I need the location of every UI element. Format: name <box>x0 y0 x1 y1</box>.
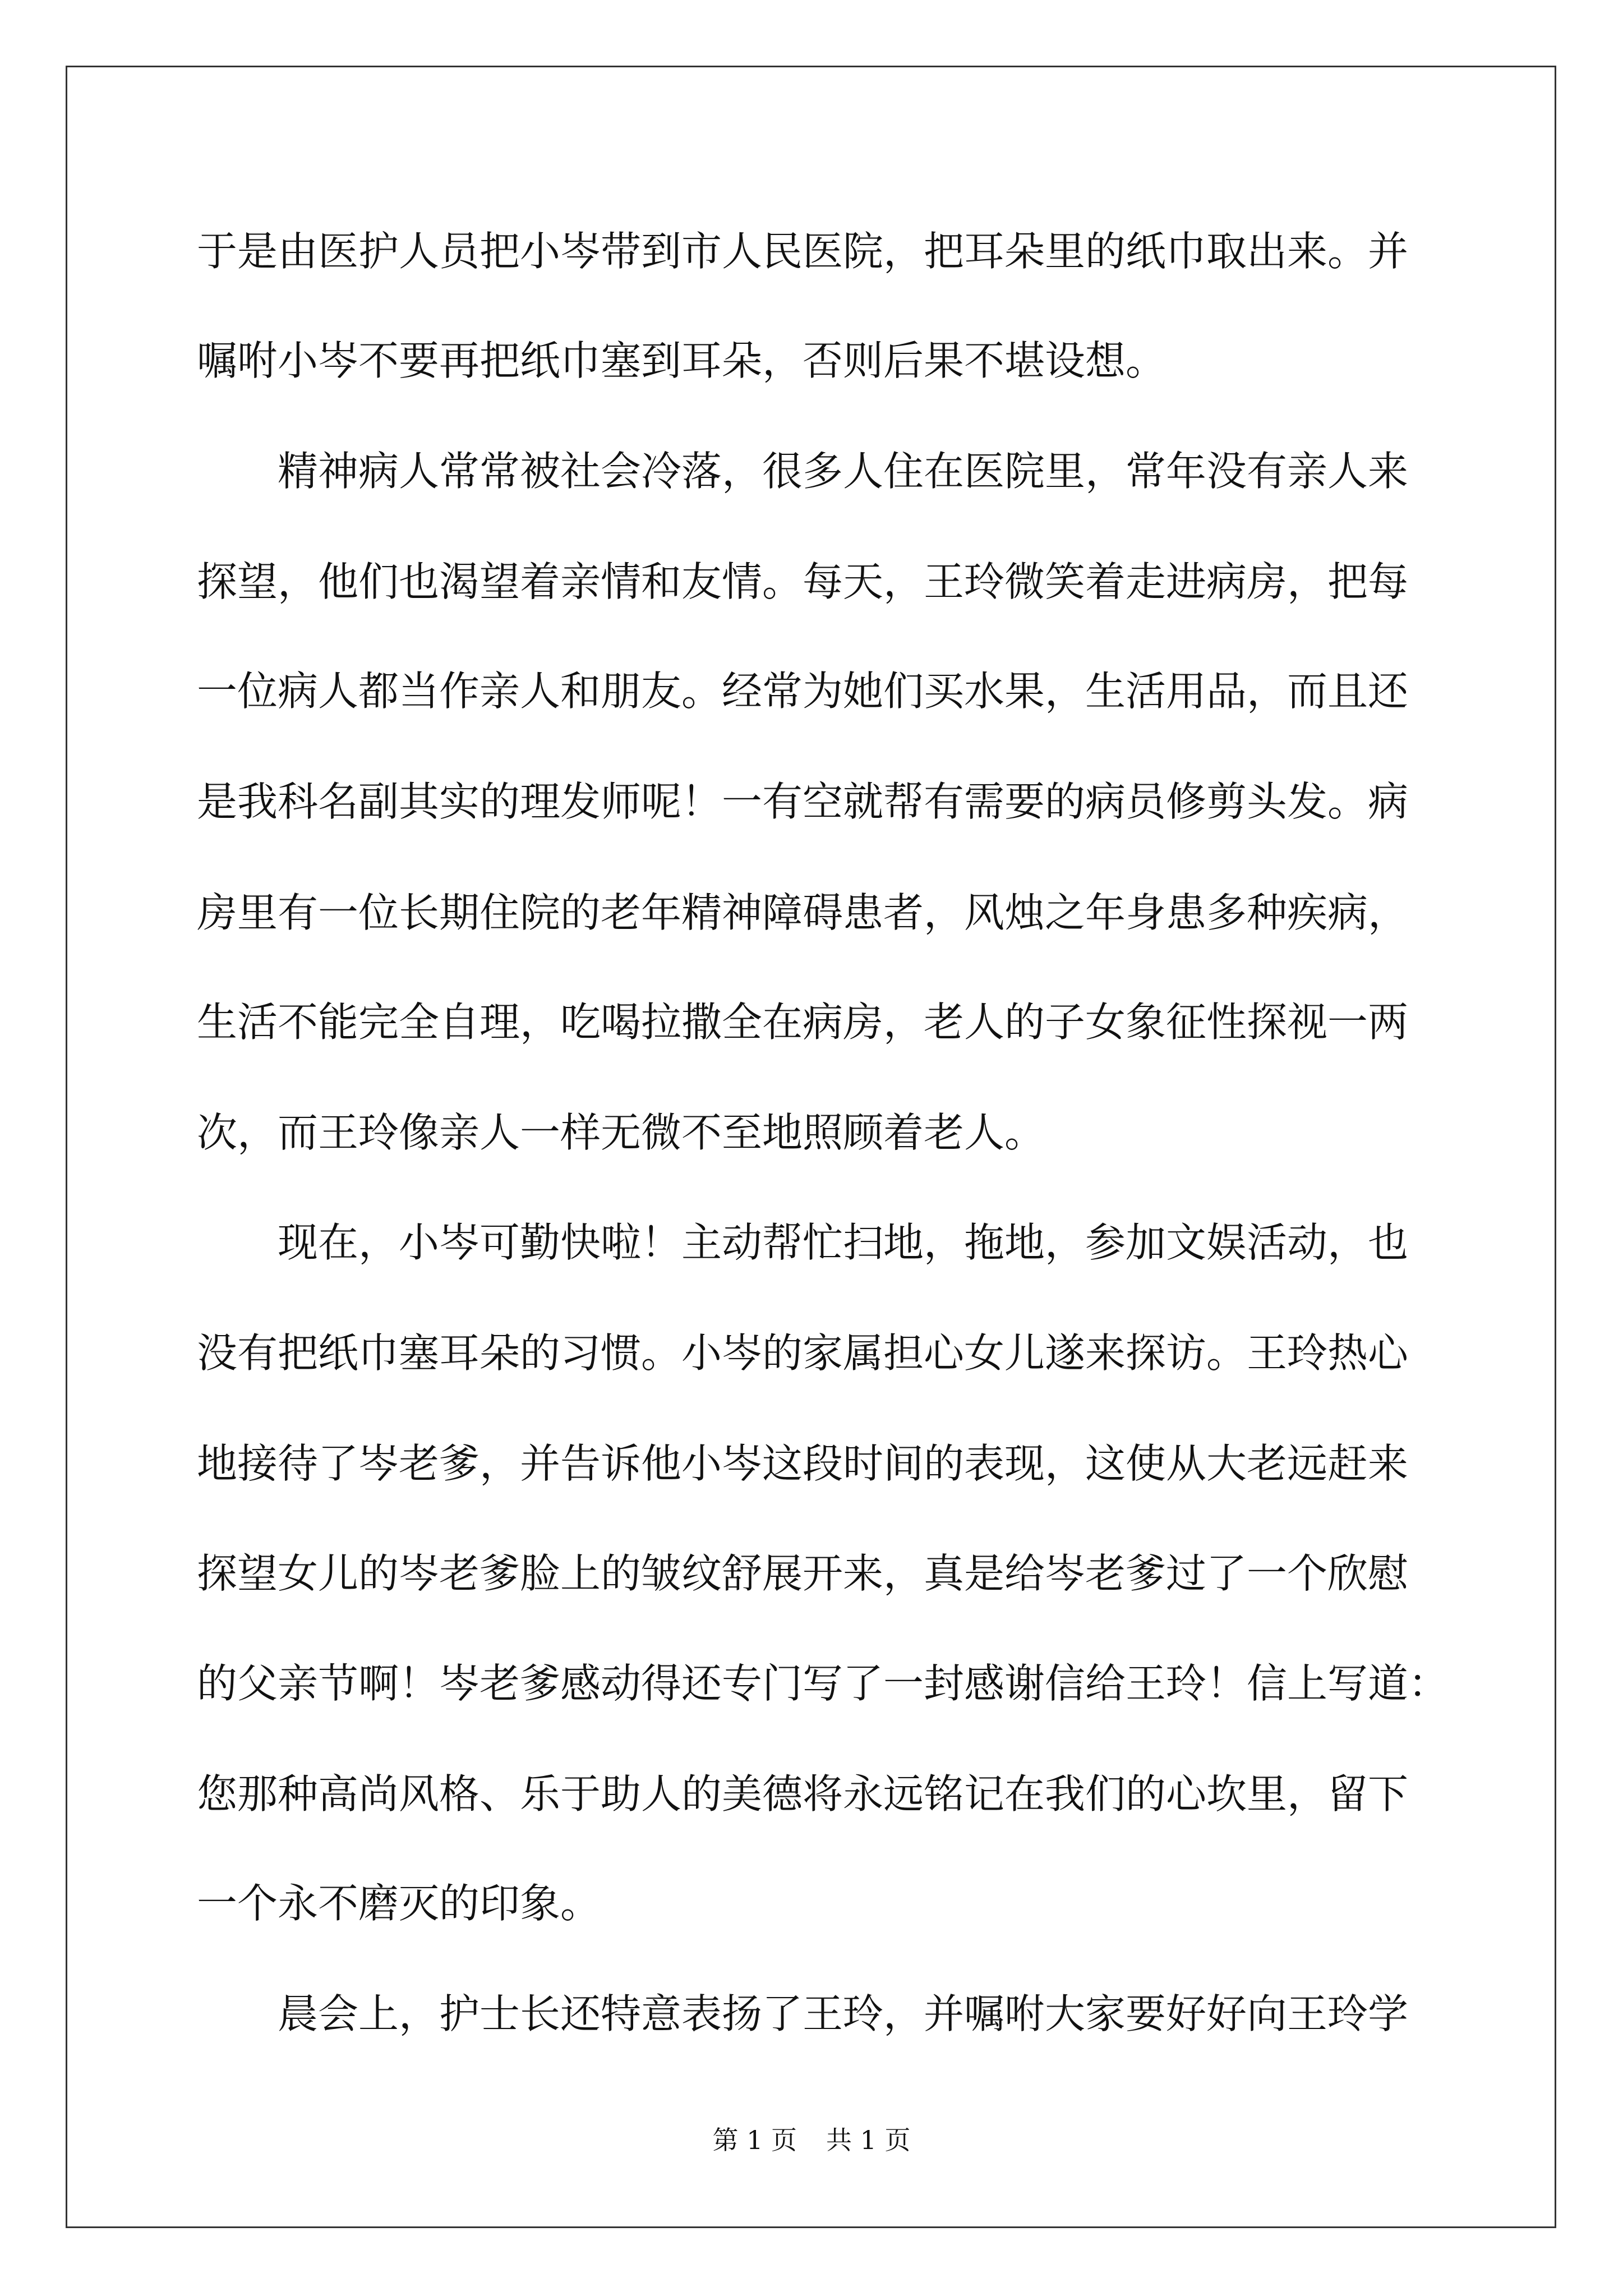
text-line-9: 次，而王玲像亲人一样无微不至地照顾着老人。 <box>197 1109 1045 1156</box>
text-line-15: 您那种高尚风格、乐于助人的美德将永远铭记在我们的心坎里，留下 <box>197 1770 1409 1818</box>
text-line-13: 探望女儿的岑老爹脸上的皱纹舒展开来，真是给岑老爹过了一个欣慰 <box>197 1550 1409 1597</box>
text-line-2: 嘱咐小岑不要再把纸巾塞到耳朵，否则后果不堪设想。 <box>197 337 1166 384</box>
text-line-4: 探望，他们也渴望着亲情和友情。每天，王玲微笑着走进病房，把每 <box>197 558 1409 605</box>
text-line-7: 房里有一位长期住院的老年精神障碍患者，风烛之年身患多种疾病， <box>197 889 1409 936</box>
text-line-17: 晨会上，护士长还特意表扬了王玲，并嘱咐大家要好好向王玲学 <box>197 1990 1409 2037</box>
text-line-5: 一位病人都当作亲人和朋友。经常为她们买水果，生活用品，而且还 <box>197 668 1409 715</box>
page-footer <box>0 2123 1623 2157</box>
text-line-1: 于是由医护人员把小岑带到市人民医院，把耳朵里的纸巾取出来。并 <box>197 228 1409 275</box>
text-line-10: 现在，小岑可勤快啦！主动帮忙扫地，拖地，参加文娱活动，也 <box>197 1219 1409 1266</box>
text-line-14: 的父亲节啊！岑老爹感动得还专门写了一封感谢信给王玲！信上写道： <box>197 1660 1449 1707</box>
text-line-3: 精神病人常常被社会冷落，很多人住在医院里，常年没有亲人来 <box>197 448 1409 495</box>
text-line-6: 是我科名副其实的理发师呢！一有空就帮有需要的病员修剪头发。病 <box>197 778 1409 825</box>
text-line-12: 地接待了岑老爹，并告诉他小岑这段时间的表现，这使从大老远赶来 <box>197 1440 1409 1487</box>
page-number-total: 共 1 页 <box>826 2125 911 2155</box>
text-line-8: 生活不能完全自理，吃喝拉撒全在病房，老人的子女象征性探视一两 <box>197 999 1409 1046</box>
page-number-current: 第 1 页 <box>712 2125 797 2155</box>
text-line-16: 一个永不磨灭的印象。 <box>197 1880 601 1927</box>
text-line-11: 没有把纸巾塞耳朵的习惯。小岑的家属担心女儿遂来探访。王玲热心 <box>197 1329 1409 1377</box>
